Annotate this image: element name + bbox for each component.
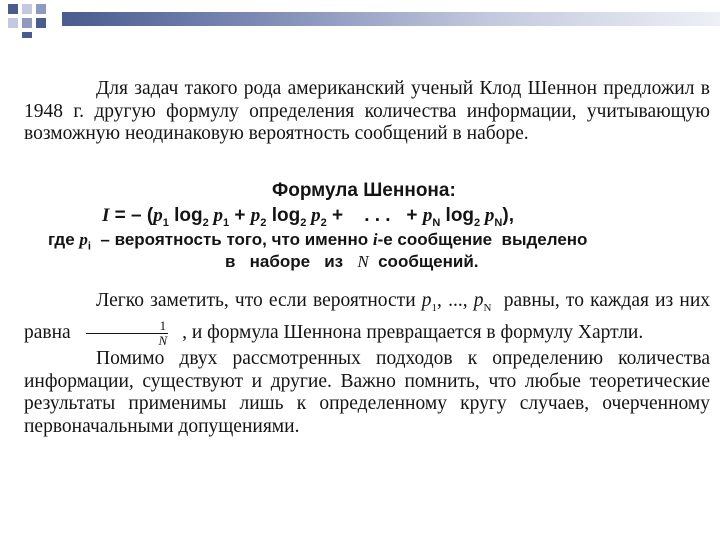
- shannon-formula: [102, 205, 514, 229]
- fraction-numerator: 1: [86, 319, 169, 334]
- decor-square: [36, 18, 46, 28]
- body-block: [24, 290, 715, 438]
- decor-square: [36, 4, 46, 14]
- formula-pn-sub: N: [432, 216, 441, 229]
- formula-eq: = – (: [109, 205, 154, 226]
- formula-pn: p: [422, 205, 433, 226]
- formula-title: Формула Шеннона:: [272, 180, 456, 201]
- formula-argn: p: [480, 205, 495, 226]
- formula-log2-base: 2: [300, 216, 307, 229]
- formula-log2: log: [266, 205, 301, 226]
- where-text2: -е сообщение выделено: [377, 230, 588, 249]
- formula-arg2-sub: 2: [320, 216, 327, 229]
- hartley-pn: p: [473, 290, 484, 311]
- where-text4: сообщений.: [368, 252, 479, 271]
- formula-lhs: I: [102, 205, 110, 226]
- conclusion-paragraph: Помимо двух рассмотренных подходов к определению количества информации, существуют и другие. Важно помнить, что любые теоретические результаты применимы лишь к определенному кругу случаев, очерченному первоначальными допущениями.: [24, 348, 710, 437]
- hartley-text-d: , и формула Шеннона превращается в формулу Хартли.: [182, 322, 644, 344]
- where-N: N: [357, 252, 369, 271]
- formula-logn: log: [440, 205, 475, 226]
- formula-explanation-line2: [225, 252, 479, 272]
- where-p: p: [79, 230, 88, 249]
- hartley-pn-sub: N: [483, 301, 492, 314]
- where-p-sub: i: [87, 240, 91, 253]
- formula-logn-base: 2: [474, 216, 481, 229]
- formula-close: ),: [502, 205, 514, 226]
- formula-p2-sub: 2: [260, 216, 267, 229]
- formula-log1-base: 2: [202, 216, 209, 229]
- formula-p1: p: [153, 205, 163, 226]
- hartley-p1-sub: 1: [431, 301, 438, 314]
- decor-square: [8, 18, 18, 28]
- decor-square: [22, 4, 32, 14]
- formula-ellipsis: + . . . +: [326, 205, 423, 226]
- corner-decoration: [0, 0, 720, 40]
- intro-paragraph: Для задач такого рода американский ученый Клод Шеннон предложил в 1948 г. другую формулу определения количества информации, учитывающую возможную неодинаковую вероятность сообщений в наборе.: [24, 78, 710, 144]
- decor-square: [22, 32, 32, 38]
- formula-arg2: p: [306, 205, 321, 226]
- decor-square: [8, 4, 18, 14]
- formula-arg1: p: [208, 205, 224, 226]
- formula-arg1-sub: 1: [223, 216, 230, 229]
- formula-argn-sub: N: [494, 216, 503, 229]
- fraction-denominator: N: [158, 333, 168, 349]
- hartley-text-c: равны, то каждая из них равна: [24, 290, 715, 344]
- where-i: i: [372, 230, 378, 249]
- formula-p2: p: [250, 205, 261, 226]
- intro-block: [24, 78, 710, 146]
- hartley-text-b: , ...,: [437, 290, 474, 311]
- formula-explanation-line1: [48, 230, 587, 252]
- where-text1: – вероятность того, что именно: [90, 230, 373, 249]
- where-text3: в наборе из: [225, 252, 358, 271]
- hartley-p1: p: [421, 290, 432, 311]
- formula-log1: log: [168, 205, 203, 226]
- fraction-1-over-n: [86, 319, 169, 348]
- where-label: где: [48, 230, 80, 249]
- decor-square: [22, 18, 32, 28]
- formula-plus1: +: [229, 205, 251, 226]
- formula-p1-sub: 1: [162, 216, 169, 229]
- hartley-paragraph: [24, 290, 715, 349]
- hartley-text-a: Легко заметить, что если вероятности: [96, 290, 422, 311]
- header-gradient-bar: [62, 12, 720, 26]
